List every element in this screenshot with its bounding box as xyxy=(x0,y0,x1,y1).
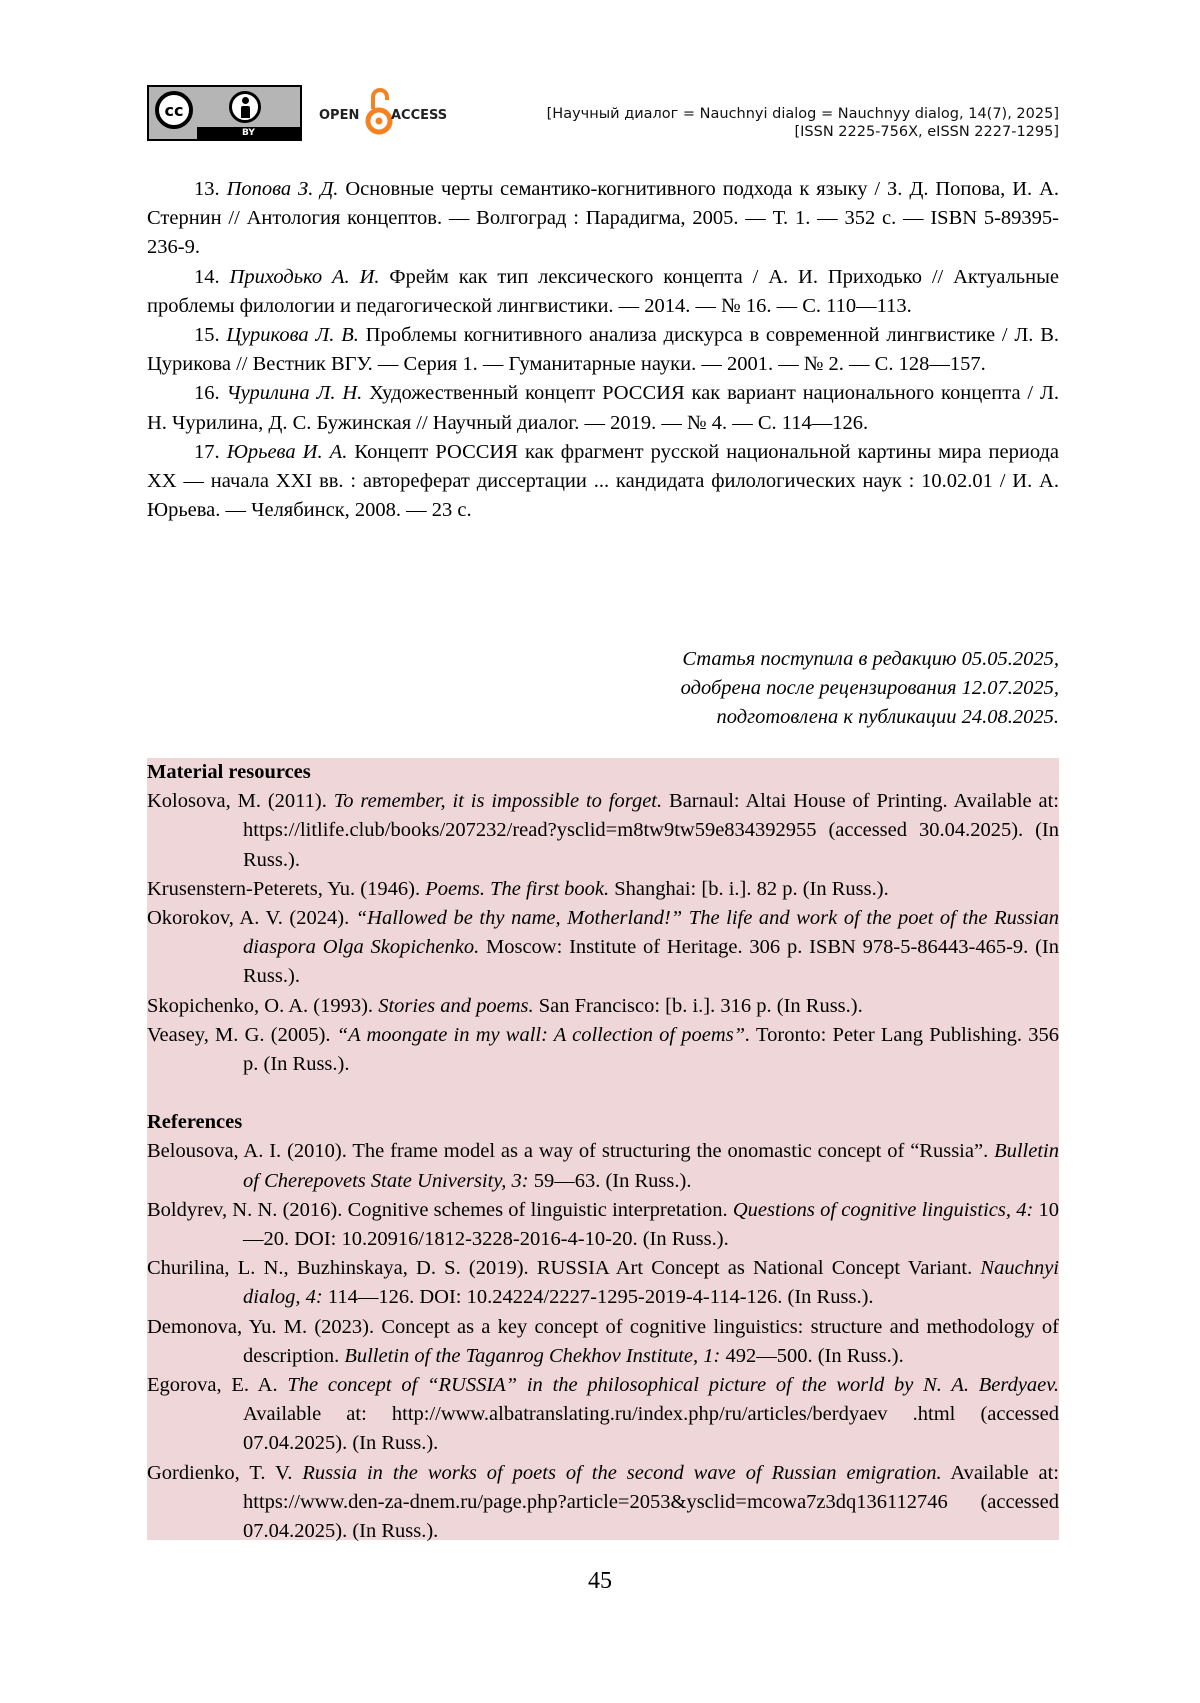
submission-dates xyxy=(147,645,1059,733)
open-access-logo xyxy=(319,85,469,141)
journal-issn: [ISSN 2225-756X, eISSN 2227-1295] xyxy=(794,124,1059,140)
material-item: Skopichenko, O. A. (1993). Stories and poems. San Francisco: [b. i.]. 316 p. (In Russ.). xyxy=(147,994,863,1017)
reference-entry: Churilina, L. N., Buzhinskaya, D. S. (2019). RUSSIA Art Concept as National Concept Variant. Nauchnyi dialog, 4: 114—126. DOI: 10.24224/2227-1295-2019-4-114-126. (In Russ.). xyxy=(147,1257,1059,1309)
material-resources-heading: Material resources xyxy=(147,761,311,783)
material-item: Kolosova, M. (2011). To remember, it is impossible to forget. Barnaul: Altai House of Printing. Available at: https://litlife.club/books/207232/read?ysclid=m8tw9tw59e834392955 (accessed 30.04.2025). (In Russ.). xyxy=(147,790,1059,871)
page-number: 45 xyxy=(588,1568,612,1594)
open-lock-icon xyxy=(365,85,393,137)
prepared-date: подготовлена к публикации 24.08.2025. xyxy=(716,706,1059,729)
reference-item: 13. Попова З. Д. Основные черты семантико-когнитивного подхода к языку / З. Д. Попова, И. А. Стернин // Антология концептов. — Волгоград : Парадигма, 2005. — Т. 1. — 352 с. — ISBN 5-89395-236-9. xyxy=(147,178,1060,259)
references-heading: References xyxy=(147,1111,243,1134)
reference-entry: Demonova, Yu. M. (2023). Concept as a key concept of cognitive linguistics: structure and methodology of description. Bulletin of the Taganrog Chekhov Institute, 1: 492—500. (In Russ.). xyxy=(147,1315,1059,1367)
journal-citation: [Научный диалог = Nauchnyi dialog = Nauchnyy dialog, 14(7), 2025] xyxy=(546,106,1059,122)
reference-item: 16. Чурилина Л. Н. Художественный концепт РОССИЯ как вариант национального концепта / Л. Н. Чурилина, Д. С. Бужинская // Научный диалог. — 2019. — № 4. — С. 114—126. xyxy=(147,382,1060,434)
cc-by-license-badge xyxy=(147,85,302,141)
material-item: Krusenstern-Peterets, Yu. (1946). Poems. The first book. Shanghai: [b. i.]. 82 p. (In Russ.). xyxy=(147,877,889,900)
reference-entry: Belousova, A. I. (2010). The frame model as a way of structuring the onomastic concept of “Russia”. Bulletin of Cherepovets State University, 3: 59—63. (In Russ.). xyxy=(147,1140,1059,1192)
attribution-person-icon xyxy=(229,91,261,123)
approved-date: одобрена после рецензирования 12.07.2025, xyxy=(680,677,1059,700)
material-item: Okorokov, A. V. (2024). “Hallowed be thy name, Motherland!” The life and work of the poet of the Russian diaspora Olga Skopichenko. Moscow: Institute of Heritage. 306 p. ISBN 978-5-86443-465-9. (In Russ.). xyxy=(147,907,1059,988)
material-item: Veasey, M. G. (2005). “A moongate in my wall: A collection of poems”. Toronto: Peter Lang Publishing. 356 p. (In Russ.). xyxy=(147,1023,1060,1076)
page-header xyxy=(147,85,1059,145)
received-date: Статья поступила в редакцию 05.05.2025, xyxy=(682,648,1059,670)
reference-entry: Gordienko, T. V. Russia in the works of poets of the second wave of Russian emigration. Available at: https://www.den-za-dnem.ru/page.php?article=2053&ysclid=mcowa7z3dq136112746 (accessed 07.04.2025). (In Russ.). xyxy=(147,1461,1060,1543)
cc-icon: cc xyxy=(155,91,193,129)
reference-item: 15. Цурикова Л. В. Проблемы когнитивного анализа дискурса в современной лингвистике / Л. В. Цурикова // Вестник ВГУ. — Серия 1. — Гуманитарные науки. — 2001. — № 2. — С. 128—157. xyxy=(147,324,1060,376)
russian-reference-list xyxy=(147,175,1059,525)
reference-entry: Boldyrev, N. N. (2016). Cognitive schemes of linguistic interpretation. Questions of cognitive linguistics, 4: 10—20. DOI: 10.20916/1812-3228-2016-4-10-20. (In Russ.). xyxy=(147,1198,1060,1251)
journal-info xyxy=(547,105,1059,141)
reference-entry: Egorova, E. A. The concept of “RUSSIA” in the philosophical picture of the world by N. A. Berdyaev. Available at: http://www.albatranslating.ru/index.php/ru/articles/berdyaev .html (accessed 07.04.2025). (In Russ.). xyxy=(147,1374,1059,1455)
reference-item: 17. Юрьева И. А. Концепт РОССИЯ как фрагмент русской национальной картины мира периода XX — начала XXI вв. : автореферат диссертации ... кандидата филологических наук : 10.02.01 / И. А. Юрьева. — Челябинск, 2008. — 23 с. xyxy=(147,440,1060,522)
open-access-access-label: ACCESS xyxy=(391,108,448,123)
reference-item: 14. Приходько А. И. Фрейм как тип лексического концепта / А. И. Приходько // Актуальные проблемы филологии и педагогической лингвистики. — 2014. — № 16. — С. 110—113. xyxy=(147,265,1059,317)
english-references xyxy=(147,758,1059,1546)
by-label: BY xyxy=(197,127,300,139)
open-access-open-label: OPEN xyxy=(319,108,360,123)
